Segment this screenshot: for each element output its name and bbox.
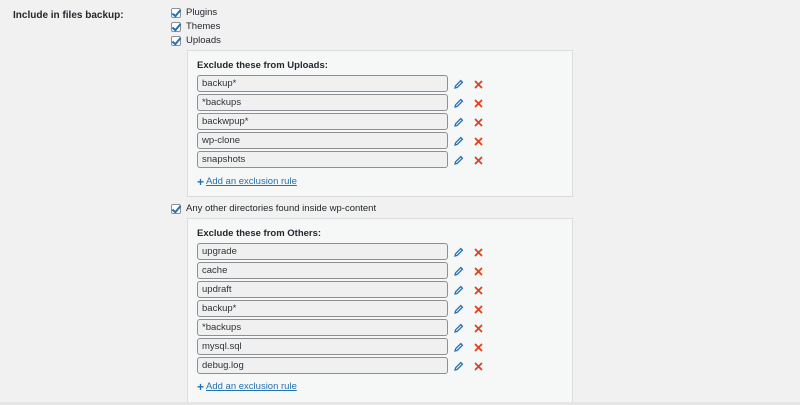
pencil-icon[interactable] xyxy=(454,361,464,371)
checkbox-plugins-row[interactable] xyxy=(171,7,217,18)
x-icon[interactable] xyxy=(473,247,483,257)
pencil-icon[interactable] xyxy=(454,79,464,89)
x-icon[interactable] xyxy=(473,361,483,371)
x-icon[interactable] xyxy=(473,285,483,295)
pencil-icon[interactable] xyxy=(454,117,464,127)
x-icon[interactable] xyxy=(473,323,483,333)
checkbox-others-label: Any other directories found inside wp-content xyxy=(186,203,377,214)
pencil-icon[interactable] xyxy=(454,136,464,146)
pencil-icon[interactable] xyxy=(454,342,464,352)
checkbox-themes[interactable] xyxy=(171,22,181,32)
exclusion-rule-input[interactable]: updraft xyxy=(197,281,448,298)
pencil-icon[interactable] xyxy=(454,323,464,333)
x-icon[interactable] xyxy=(473,342,483,352)
exclusion-rule-input[interactable]: mysql.sql xyxy=(197,338,448,355)
checkbox-others-row[interactable] xyxy=(171,203,376,214)
plus-icon: + xyxy=(197,174,205,189)
uploads-exclusion-box xyxy=(187,50,573,197)
exclusion-rule-input[interactable]: upgrade xyxy=(197,243,448,260)
exclusion-rule-input[interactable]: snapshots xyxy=(197,151,448,168)
exclusion-rule-input[interactable]: backwpup* xyxy=(197,113,448,130)
pencil-icon[interactable] xyxy=(454,98,464,108)
x-icon[interactable] xyxy=(473,155,483,165)
x-icon[interactable] xyxy=(473,98,483,108)
uploads-exclusion-title: Exclude these from Uploads: xyxy=(197,60,328,71)
add-exclusion-rule-label[interactable]: Add an exclusion rule xyxy=(206,381,297,392)
add-exclusion-rule-label[interactable]: Add an exclusion rule xyxy=(206,176,297,187)
others-exclusion-title: Exclude these from Others: xyxy=(197,228,322,239)
row-label: Include in files backup: xyxy=(13,10,124,21)
exclusion-rule-input[interactable]: cache xyxy=(197,262,448,279)
pencil-icon[interactable] xyxy=(454,155,464,165)
add-exclusion-rule-link[interactable] xyxy=(197,176,297,187)
add-exclusion-rule-link[interactable] xyxy=(197,381,297,392)
exclusion-rule-input[interactable]: *backups xyxy=(197,94,448,111)
x-icon[interactable] xyxy=(473,136,483,146)
exclusion-rule-input[interactable]: backup* xyxy=(197,75,448,92)
checkbox-uploads-row[interactable] xyxy=(171,35,221,46)
checkbox-plugins[interactable] xyxy=(171,8,181,18)
x-icon[interactable] xyxy=(473,304,483,314)
pencil-icon[interactable] xyxy=(454,247,464,257)
exclusion-rule-input[interactable]: debug.log xyxy=(197,357,448,374)
exclusion-rule-input[interactable]: wp-clone xyxy=(197,132,448,149)
pencil-icon[interactable] xyxy=(454,266,464,276)
checkbox-uploads-label: Uploads xyxy=(186,35,221,46)
x-icon[interactable] xyxy=(473,266,483,276)
checkbox-others[interactable] xyxy=(171,204,181,214)
checkbox-plugins-label: Plugins xyxy=(186,7,218,18)
exclusion-rule-input[interactable]: backup* xyxy=(197,300,448,317)
pencil-icon[interactable] xyxy=(454,304,464,314)
x-icon[interactable] xyxy=(473,117,483,127)
checkbox-themes-row[interactable] xyxy=(171,21,220,32)
others-exclusion-box xyxy=(187,218,573,403)
exclusion-rule-input[interactable]: *backups xyxy=(197,319,448,336)
x-icon[interactable] xyxy=(473,79,483,89)
pencil-icon[interactable] xyxy=(454,285,464,295)
checkbox-uploads[interactable] xyxy=(171,36,181,46)
plus-icon: + xyxy=(197,379,205,394)
checkbox-themes-label: Themes xyxy=(186,21,221,32)
